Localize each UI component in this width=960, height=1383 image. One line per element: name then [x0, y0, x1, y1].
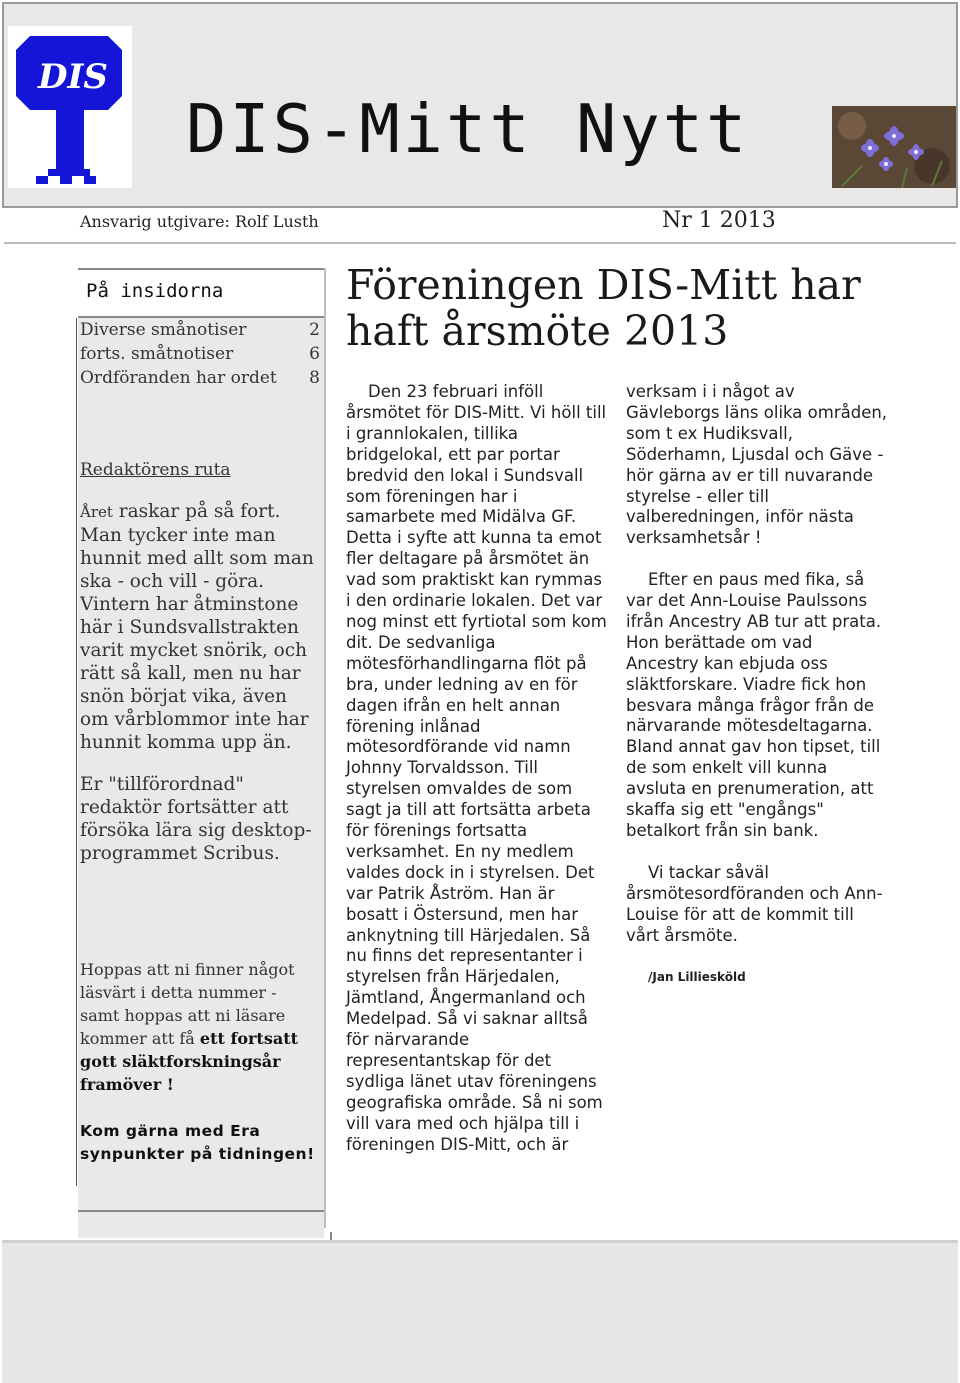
article-signature: /Jan Lilliesköld [648, 970, 746, 985]
contents-title: På insidorna [86, 280, 224, 302]
footer-band [2, 1240, 958, 1383]
hope-emphasis: ett fortsatt gott släktforskningsår framöver ! [80, 1029, 298, 1094]
logo-text: DIS [38, 57, 108, 97]
article-headline: Föreningen DIS-Mitt har haft årsmöte 2013 [346, 261, 861, 355]
article-paragraph: Vi tackar såväl årsmötesordföranden och Ann-Louise för att de kommit till vårt årsmöte. [626, 862, 883, 945]
sidebar-bottom-rule [78, 1210, 324, 1212]
article-paragraph: Den 23 februari inföll årsmötet för DIS-Mitt. Vi höll till i grannlokalen, tillika bridgelokal, ett par portar bredvid den lokal i Sundsvall som föreningen har i samarbete med Midälva GF. Detta i syfte att kunna ta emot fler deltagare på årsmötet än vad som praktiskt kan rymmas i den ordinarie lokalen. Det var nog minst ett fyrtiotal som kom dit. De sedvanliga mötesförhandlingarna flöt på bra, under ledning av en för dagen ifrån en helt annan förening inlånad mötesordförande vid namn Johnny Torvaldsson. Till styrelsen omvaldes de som sagt ja till att fortsätta arbeta för förenings fortsatta verksamhet. En ny medlem valdes dock in i styrelsen. Det var Patrik Åström. Han är bosatt i Östersund, men har anknytning till Härjedalen. Så nu finns det representanter i styrelsen från Härjedalen, Jämtland, Ångermanland och Medelpad. Så vi saknar alltså för närvarande representantskap för det sydliga länet utav föreningens geografiska område. Så ni som vill vara med och hjälpa till i föreningen DIS-Mitt, och är [346, 382, 607, 1154]
toc-row[interactable] [80, 318, 320, 342]
hope-text: Hoppas att ni finner något läsvärt i detta nummer - samt hoppas att ni läsare kommer att få [80, 960, 295, 1048]
sidebar-left-line [76, 318, 77, 1186]
flower-photo [832, 106, 956, 188]
editor-heading: Redaktörens ruta [80, 460, 231, 480]
editor-lead-word: Året [80, 503, 113, 521]
article-column-1 [346, 382, 608, 1176]
toc-label: Diverse smånotiser [80, 320, 247, 340]
toc-page: 8 [309, 368, 320, 388]
hope-paragraph [80, 958, 316, 1096]
article-paragraph: Efter en paus med fika, så var det Ann-Louise Paulssons ifrån Ancestry AB tur att prata. Hon berättade om vad Ancestry kan ebjuda oss släktforskare. Viadre fick hon besvara många frågor från de närvarande mötesdeltagarna. Bland annat gav hon tipset, till de som enkelt vill kunna avsluta en prenumeration, att skaffa sig ett "engångs" betalkort från sin bank. [626, 570, 882, 841]
editor-paragraph-2: Er "tillförordnad" redaktör fortsätter att försöka lära sig desktop-programmet Scribus. [80, 774, 312, 864]
editor-column [80, 500, 316, 884]
article-column-2 [626, 382, 890, 988]
toc-label: Ordföranden har ordet [80, 368, 277, 388]
toc-label: forts. småtnotiser [80, 344, 234, 364]
toc-page: 6 [309, 344, 320, 364]
table-of-contents [80, 318, 320, 390]
editor-paragraph-text: raskar på så fort. Man tycker inte man hunnit med allt som man ska - och vill - göra. Vintern har åtminstone här i Sundsvallstrakten varit mycket snörik, och rätt så kall, men nu har snön börjat vika, även om vårblommor inte har hunnit komma upp än. [80, 501, 314, 753]
issue-number: Nr 1 2013 [662, 208, 776, 233]
sidebar-top-rule [78, 268, 324, 270]
header-rule [4, 242, 956, 244]
masthead-title: DIS-Mitt Nytt [186, 90, 750, 168]
toc-row[interactable] [80, 342, 320, 366]
editor-paragraph [80, 500, 316, 754]
dis-logo [8, 26, 132, 188]
toc-page: 2 [309, 320, 320, 340]
sidebar-divider [324, 268, 326, 1228]
publisher-byline: Ansvarig utgivare: Rolf Lusth [80, 212, 319, 231]
article-paragraph: verksam i i något av Gävleborgs läns olika områden, som t ex Hudiksvall, Söderhamn, Ljusdal och Gäve - hör gärna av er till nuvarande styrelse - eller till valberedningen, inför nästa verksamhetsår ! [626, 382, 888, 548]
feedback-callout: Kom gärna med Era synpunkter på tidningen! [80, 1122, 315, 1163]
toc-row[interactable] [80, 366, 320, 390]
